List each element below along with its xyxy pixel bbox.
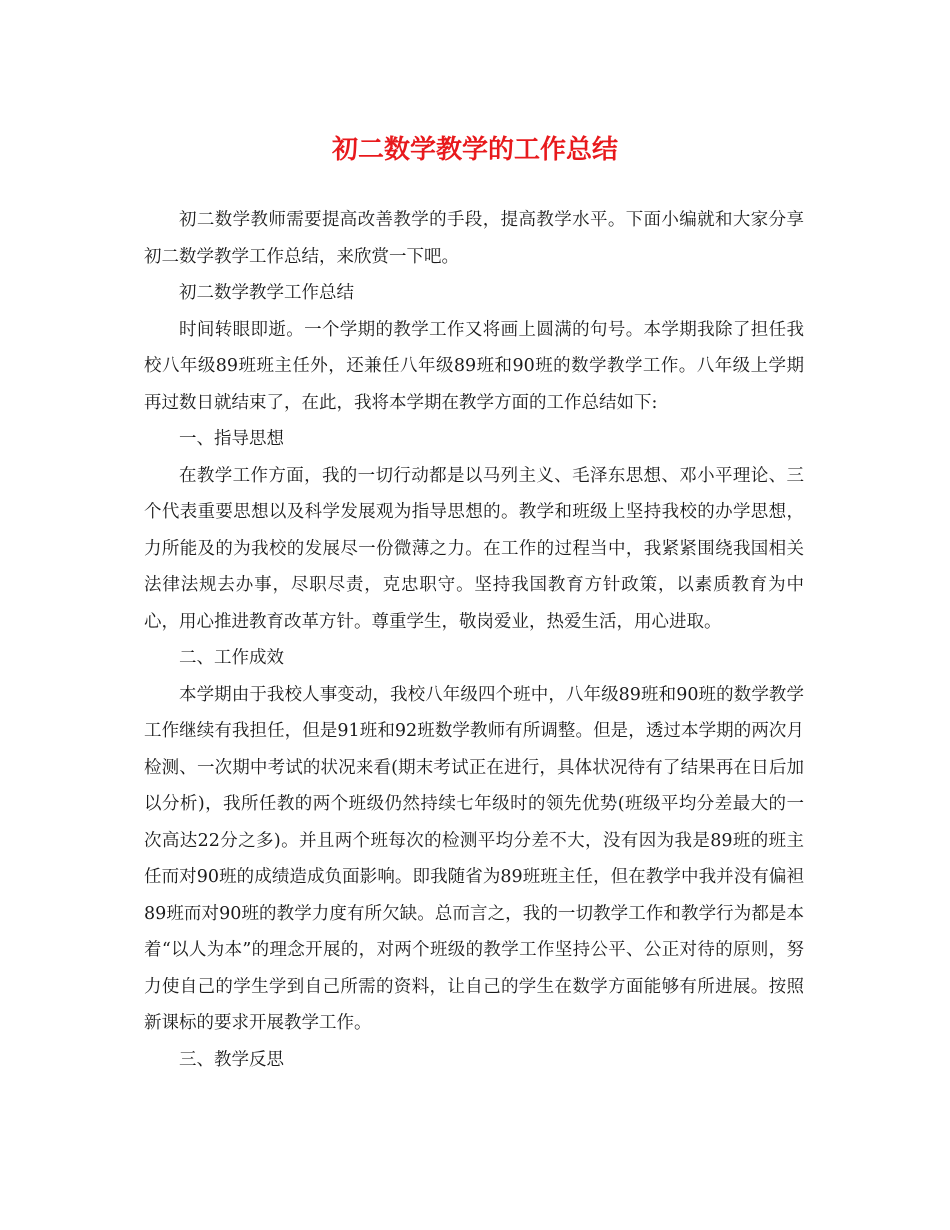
section-heading-guiding-ideology: 一、指导思想 bbox=[179, 429, 284, 449]
paragraph-intro: 初二数学教师需要提高改善教学的手段，提高教学水平。下面小编就和大家分享初二数学教学工作总结，来欣赏一下吧。 bbox=[144, 210, 804, 267]
document-body bbox=[144, 202, 804, 1078]
paragraph-opening: 时间转眼即逝。一个学期的教学工作又将画上圆满的句号。本学期我除了担任我校八年级89班班主任外，还兼任八年级89班和90班的数学教学工作。八年级上学期再过数日就结束了，在此，我将本学期在教学方面的工作总结如下: bbox=[144, 319, 804, 413]
paragraph-guiding-ideology: 在教学工作方面，我的一切行动都是以马列主义、毛泽东思想、邓小平理论、三个代表重要思想以及科学发展观为指导思想的。教学和班级上坚持我校的办学思想，力所能及的为我校的发展尽一份微薄之力。在工作的过程当中，我紧紧围绕我国相关法律法规去办事，尽职尽责，克忠职守。坚持我国教育方针政策，以素质教育为中心，用心推进教育改革方针。尊重学生，敬岗爱业，热爱生活，用心进取。 bbox=[144, 465, 804, 632]
paragraph-work-results: 本学期由于我校人事变动，我校八年级四个班中，八年级89班和90班的数学教学工作继续有我担任，但是91班和92班数学教师有所调整。但是，透过本学期的两次月检测、一次期中考试的状况来看(期末考试正在进行，具体状况待有了结果再在日后加以分析)，我所任教的两个班级仍然持续七年级时的领先优势(班级平均分差最大的一次高达22分之多)。并且两个班每次的检测平均分差不大，没有因为我是89班的班主任而对90班的成绩造成负面影响。即我随省为89班班主任，但在教学中我并没有偏袒89班而对90班的教学力度有所欠缺。总而言之，我的一切教学工作和教学行为都是本着“以人为本”的理念开展的，对两个班级的教学工作坚持公平、公正对待的原则，努力使自己的学生学到自己所需的资料，让自己的学生在数学方面能够有所进展。按照新课标的要求开展教学工作。 bbox=[144, 684, 804, 1033]
section-heading-work-results: 二、工作成效 bbox=[179, 648, 284, 668]
section-heading-teaching-reflection: 三、教学反思 bbox=[179, 1049, 284, 1070]
document-title: 初二数学教学的工作总结 bbox=[331, 135, 618, 165]
paragraph-subtitle: 初二数学教学工作总结 bbox=[179, 283, 354, 303]
